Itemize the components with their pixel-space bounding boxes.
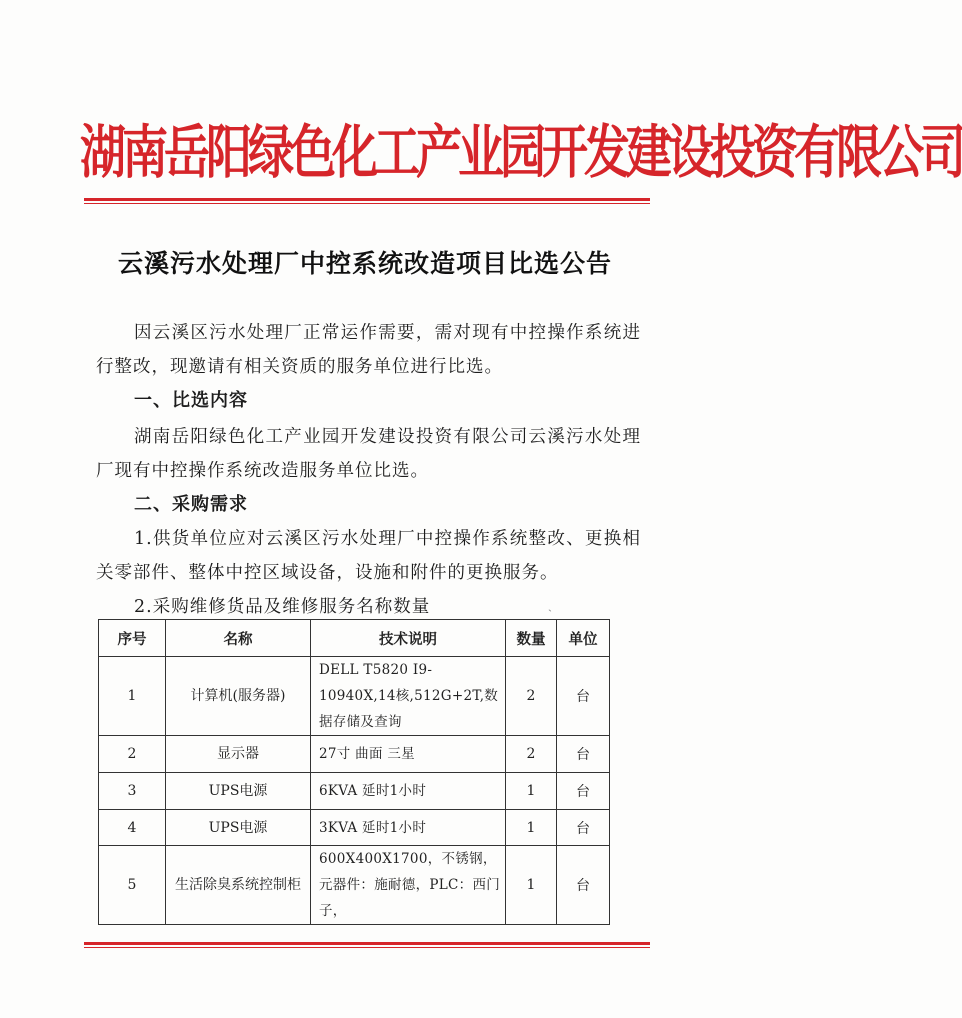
cell-index: 3 (99, 773, 166, 810)
table-row (99, 810, 610, 846)
cell-qty: 1 (506, 846, 557, 925)
cell-unit: 台 (557, 846, 610, 925)
header-cell-unit: 单位 (557, 620, 610, 657)
cell-unit: 台 (557, 773, 610, 810)
cell-tech: DELL T5820 I9-10940X,14核,512G+2T,数据存储及查询 (311, 657, 506, 736)
letterhead-rule-thin (84, 203, 650, 204)
table-row (99, 657, 610, 736)
table-row (99, 846, 610, 925)
cell-tech: 3KVA 延时1小时 (311, 810, 506, 846)
cell-unit: 台 (557, 810, 610, 846)
intro-paragraph: 因云溪区污水处理厂正常运作需要，需对现有中控操作系统进行整改，现邀请有相关资质的服务单位进行比选。 (96, 323, 641, 377)
cell-name: 生活除臭系统控制柜 (166, 846, 311, 925)
table-header-row (99, 620, 610, 657)
letterhead-rule-thick (84, 198, 650, 201)
header-cell-index: 序号 (99, 620, 166, 657)
cell-qty: 1 (506, 773, 557, 810)
cell-qty: 2 (506, 736, 557, 773)
scan-mark: ˏ (548, 598, 552, 612)
section1-text: 湖南岳阳绿色化工产业园开发建设投资有限公司云溪污水处理厂现有中控操作系统改造服务单位比选。 (96, 427, 641, 481)
footer-rule-thin (84, 947, 650, 948)
cell-qty: 2 (506, 657, 557, 736)
cell-tech: 6KVA 延时1小时 (311, 773, 506, 810)
footer-rule-thick (84, 942, 650, 945)
header-cell-qty: 数量 (506, 620, 557, 657)
cell-index: 5 (99, 846, 166, 925)
document-title: 云溪污水处理厂中控系统改造项目比选公告 (117, 249, 612, 278)
cell-name: UPS电源 (166, 773, 311, 810)
table-row (99, 736, 610, 773)
section2-heading: 二、采购需求 (134, 494, 248, 515)
header-cell-tech: 技术说明 (311, 620, 506, 657)
cell-tech: 27寸 曲面 三星 (311, 736, 506, 773)
cell-tech: 600X400X1700，不锈钢，元器件：施耐德，PLC：西门子， (311, 846, 506, 925)
section2-item1: 1.供货单位应对云溪区污水处理厂中控操作系统整改、更换相关零部件、整体中控区域设备，设施和附件的更换服务。 (96, 529, 641, 583)
cell-qty: 1 (506, 810, 557, 846)
cell-index: 2 (99, 736, 166, 773)
cell-index: 4 (99, 810, 166, 846)
section1-heading: 一、比选内容 (134, 390, 248, 411)
cell-name: 显示器 (166, 736, 311, 773)
section2-item2: 2.采购维修货品及维修服务名称数量 (134, 597, 431, 617)
header-cell-name: 名称 (166, 620, 311, 657)
table-row (99, 773, 610, 810)
company-letterhead: 湖南岳阳绿色化工产业园开发建设投资有限公司 (80, 118, 962, 186)
cell-name: 计算机(服务器) (166, 657, 311, 736)
items-table (98, 619, 610, 925)
cell-unit: 台 (557, 657, 610, 736)
cell-name: UPS电源 (166, 810, 311, 846)
cell-index: 1 (99, 657, 166, 736)
cell-unit: 台 (557, 736, 610, 773)
